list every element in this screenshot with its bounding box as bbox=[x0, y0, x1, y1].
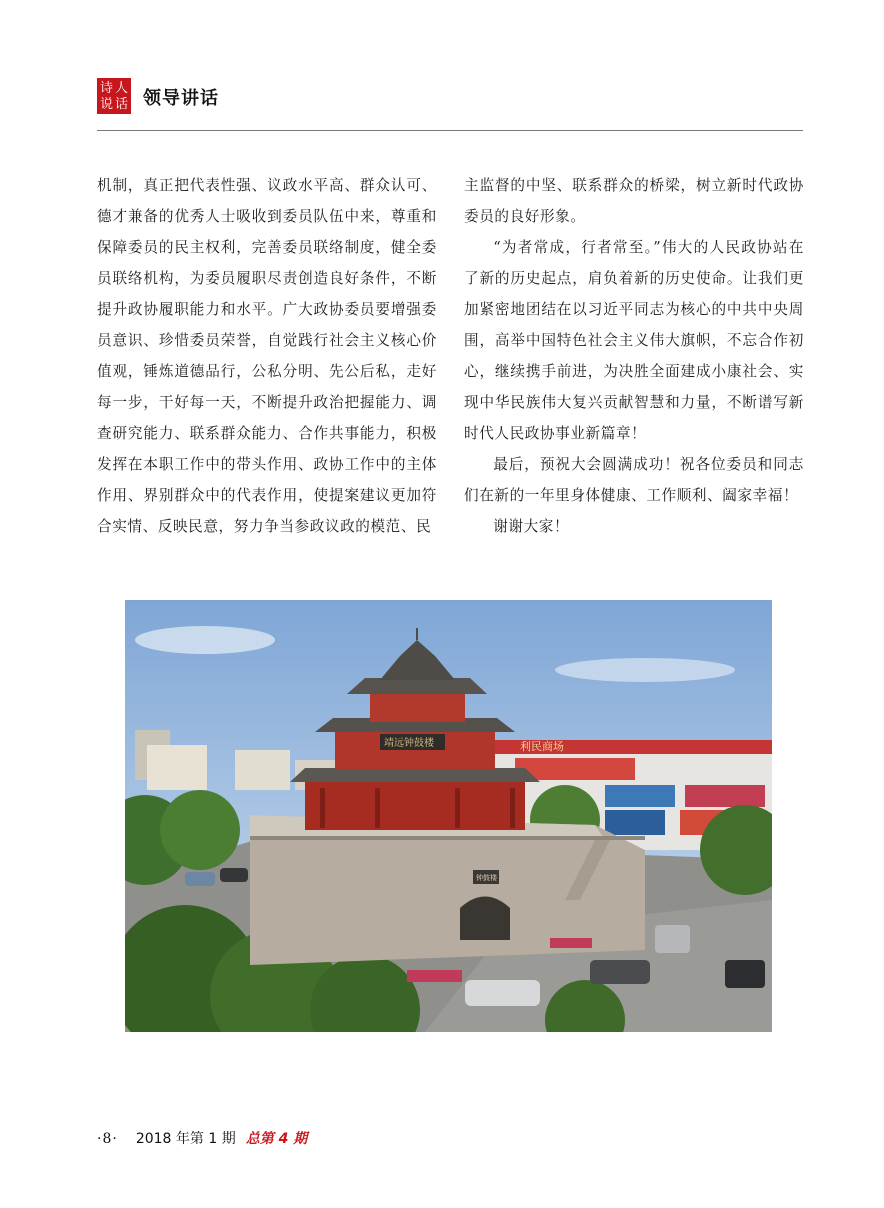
total-issue-label: 总第 4 期 bbox=[245, 1131, 308, 1147]
paragraph: 谢谢大家！ bbox=[493, 518, 570, 535]
section-title: 领导讲话 bbox=[143, 88, 219, 109]
paragraph: 机制，真正把代表性强、议政水平高、群众认可、德才兼备的优秀人士吸收到委员队伍中来，尊重和保障委员的民主权利，完善委员联络制度，健全委员联络机构，为委员履职尽责创造良好条件，不断提升政协履职能力和水平。广大政协委员要增强委员意识、珍惜委员荣誉，自觉践行社会主义核心价值观，锤炼道德品行，公私分明、先公后私，走好每一步，干好每一天，不断提升政治把握能力、调查研究能力、联系群众能力、合作共事能力，积极发挥在本职工作中的带头作用、政协工作中的主体作用、界别群众中的代表作用，使提案建议更加符合实情、反映民意，努力争当参政议政的模范、民 bbox=[97, 177, 437, 535]
paragraph: 最后，预祝大会圆满成功！祝各位委员和同志们在新的一年里身体健康、工作顺利、阖家幸福！ bbox=[464, 456, 804, 504]
gate-plaque: 钟鼓楼 bbox=[476, 874, 497, 882]
right-text-column bbox=[464, 170, 804, 542]
page-number: ·8· bbox=[97, 1131, 118, 1147]
store-sign: 利民商场 bbox=[520, 740, 564, 753]
left-text-column bbox=[97, 170, 437, 542]
issue-label: 2018 年第 1 期 bbox=[135, 1131, 236, 1147]
seal-char: 说 bbox=[99, 96, 113, 112]
paragraph: “为者常成，行者常至。”伟大的人民政协站在了新的历史起点，肩负着新的历史使命。让我们更加紧密地团结在以习近平同志为核心的中共中央周围，高举中国特色社会主义伟大旗帜，不忘合作初心，继续携手前进，为决胜全面建成小康社会、实现中华民族伟大复兴贡献智慧和力量，不断谱写新时代人民政协事业新篇章！ bbox=[464, 239, 804, 442]
seal-char: 诗 bbox=[99, 80, 113, 96]
header-divider bbox=[97, 130, 803, 131]
paragraph: 主监督的中坚、联系群众的桥梁，树立新时代政协委员的良好形象。 bbox=[464, 177, 804, 225]
seal-char: 人 bbox=[114, 80, 128, 96]
page-footer bbox=[97, 1128, 307, 1148]
seal-char: 话 bbox=[114, 96, 128, 112]
magazine-seal-logo bbox=[97, 78, 131, 114]
tower-plaque: 靖远钟鼓楼 bbox=[384, 738, 434, 749]
bell-drum-tower-photo bbox=[125, 600, 772, 1032]
